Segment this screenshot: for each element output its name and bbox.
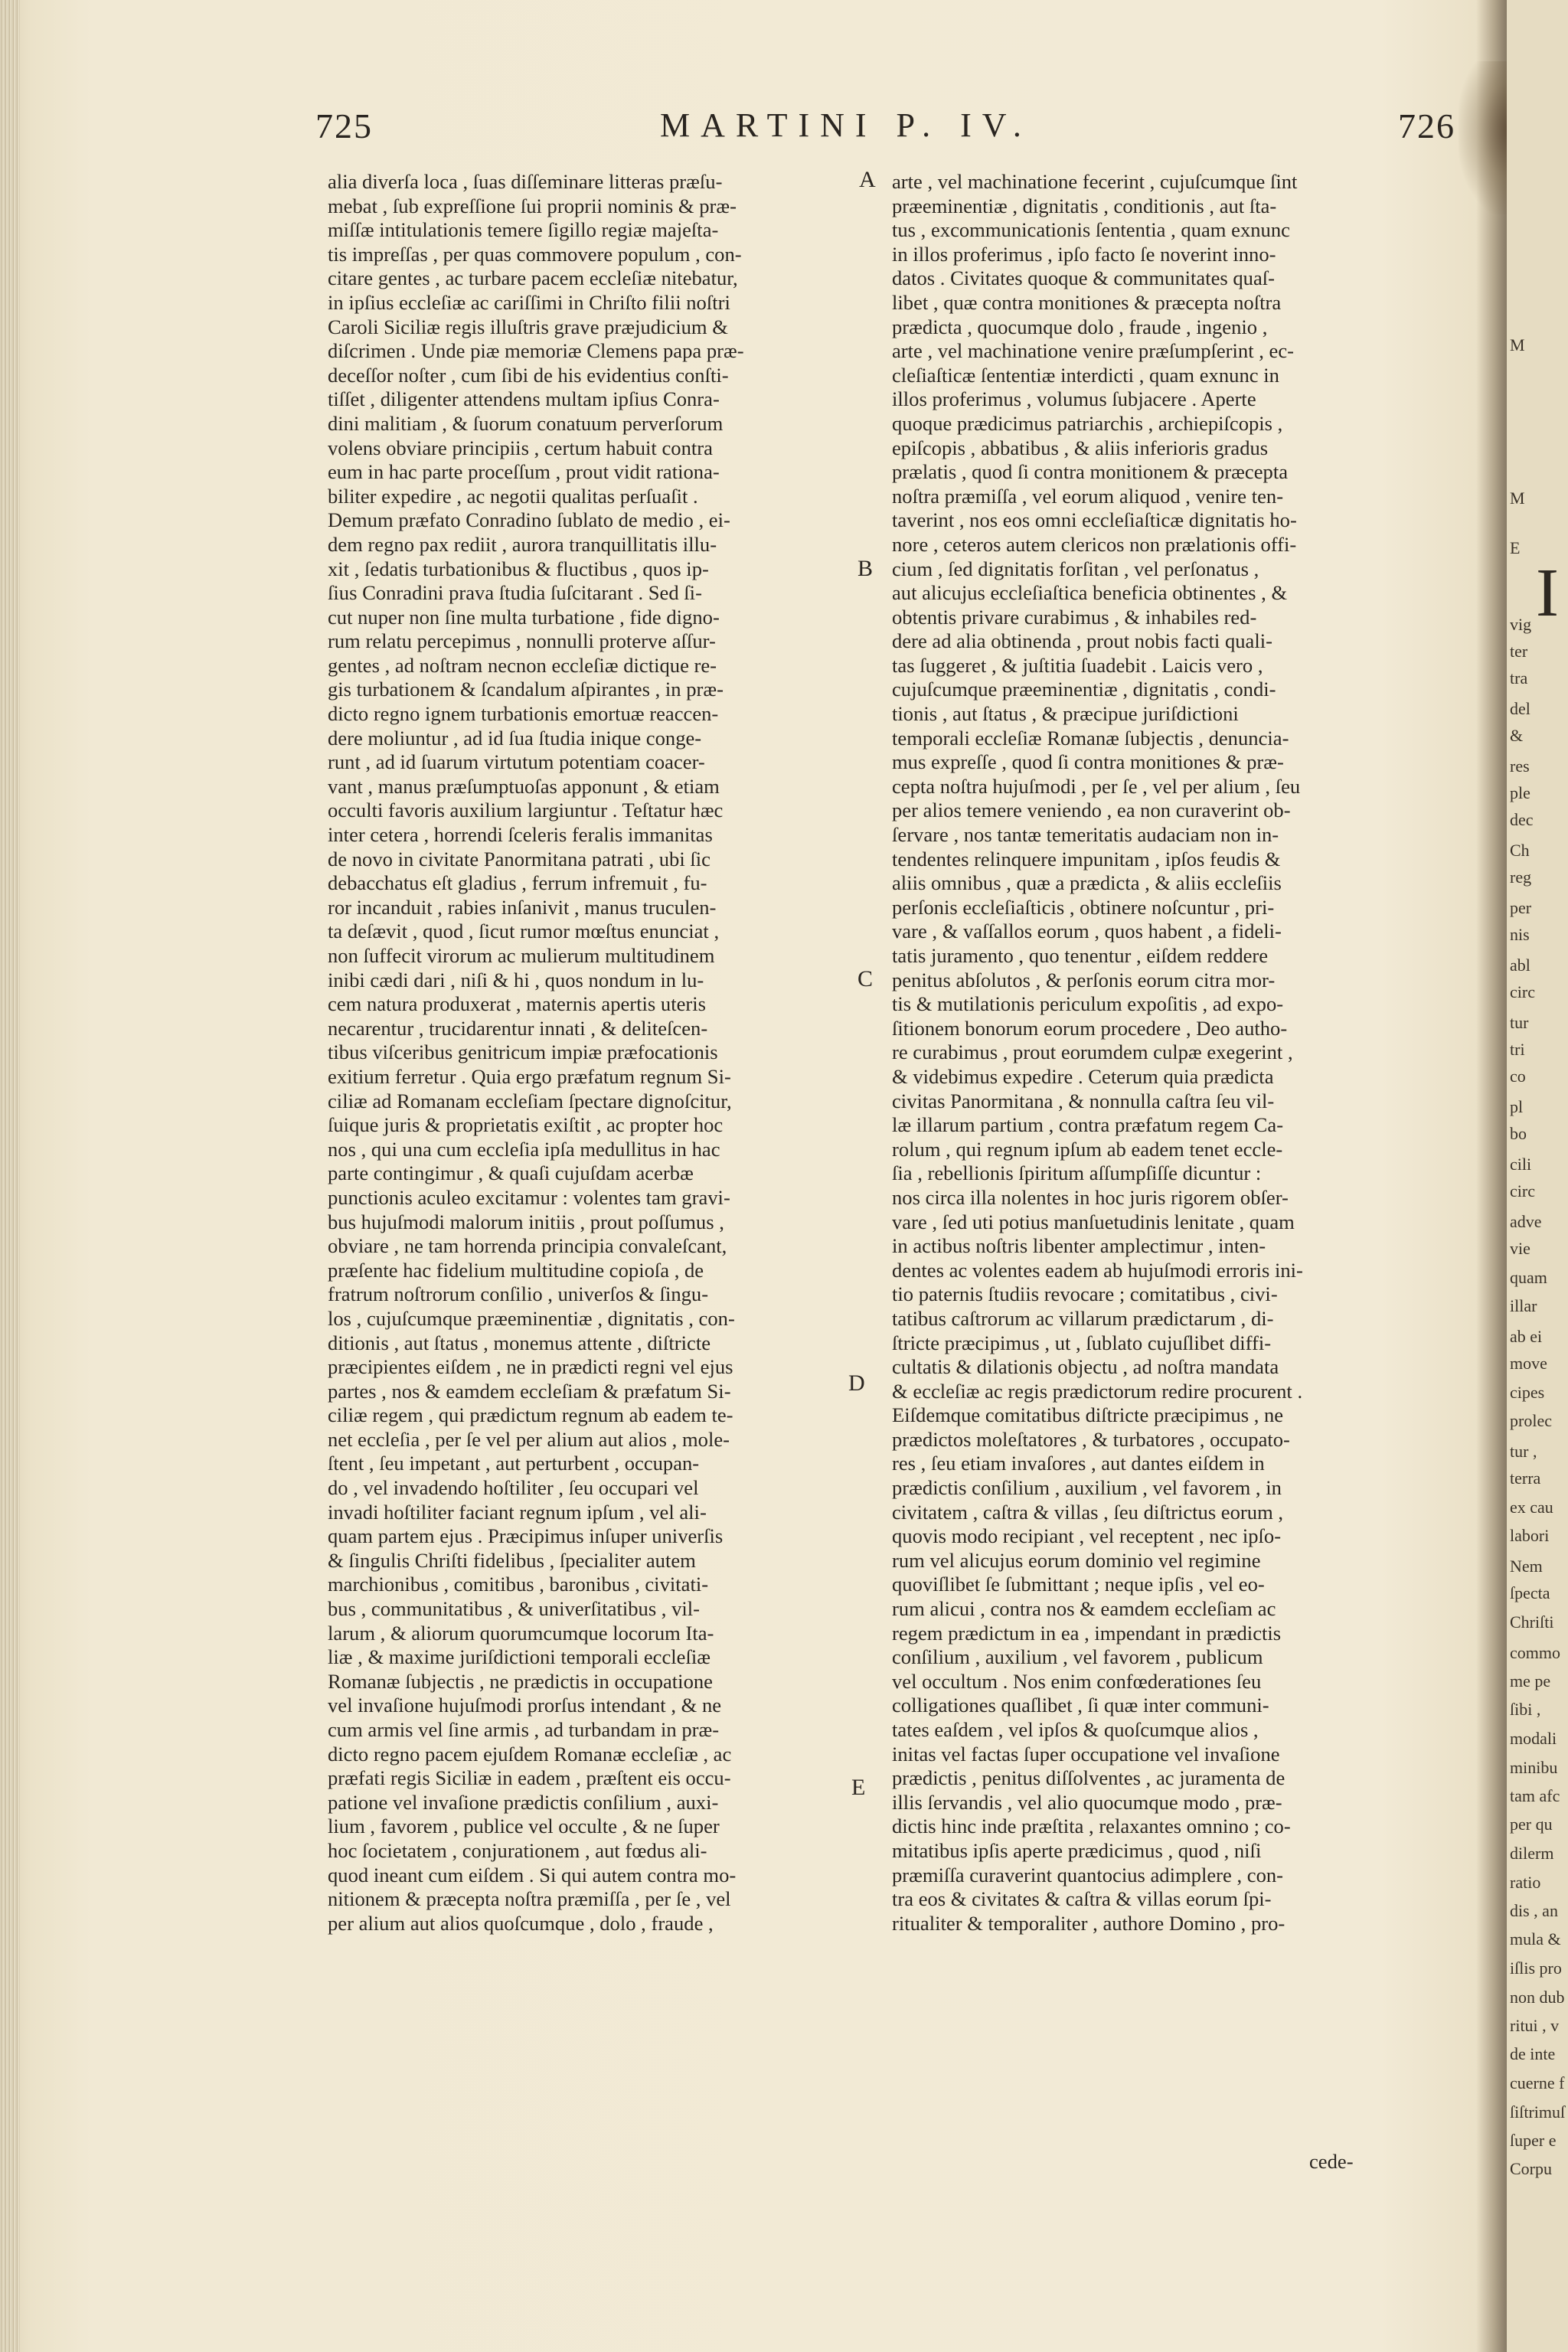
adjacent-page-fragment: dec <box>1510 810 1534 829</box>
left-column-line: ciliæ ad Romanam eccleſiam ſpectare dignoſcitur, <box>328 1089 732 1112</box>
left-column-line: miſſæ intitulationis temere ſigillo regiæ majeſta- <box>328 218 719 242</box>
right-column-line: epiſcopis , abbatibus , & aliis inferioris gradus <box>892 436 1269 459</box>
right-column-line: & videbimus expedire . Ceterum quia prædicta <box>892 1064 1274 1088</box>
page-number-left: 725 <box>315 106 373 145</box>
right-column-line: quovis modo recipiant , vel receptent , nec ipſo- <box>892 1524 1282 1548</box>
right-column-line: prædictis , penitus diſſolventes , ac juramenta de <box>892 1766 1285 1790</box>
adjacent-page-fragment: per <box>1510 898 1532 917</box>
section-marker-d: D <box>848 1370 865 1396</box>
adjacent-page-fragment: E <box>1510 538 1521 557</box>
left-column-line: deceſſor noſter , cum ſibi de his evidentius conſti- <box>328 363 729 387</box>
right-column-line: datos . Civitates quoque & communitates quaſ- <box>892 266 1276 290</box>
section-marker-c: C <box>858 966 874 991</box>
adjacent-page-fragment: me pe <box>1510 1671 1551 1690</box>
right-column-line: noſtra præmiſſa , vel eorum aliquod , venire ten- <box>892 484 1284 508</box>
left-column-line: alia diverſa loca , ſuas diſſeminare litteras præſu- <box>328 170 723 193</box>
adjacent-page-fragment: ratio <box>1510 1873 1541 1892</box>
adjacent-page-fragment: co <box>1510 1067 1526 1086</box>
adjacent-page-fragment: circ <box>1510 1181 1535 1200</box>
right-column-line: vare , ſed uti potius manſuetudinis lenitate , quam <box>892 1210 1295 1233</box>
adjacent-page-fragment: dis , an <box>1510 1901 1558 1920</box>
right-column-line: prælatis , quod ſi contra monitionem & præcepta <box>892 460 1289 484</box>
page-edge-stack <box>0 0 20 2352</box>
left-column-line: præfati regis Siciliæ in eadem , præſtent eis occu- <box>328 1766 731 1790</box>
right-column-line: illos proferimus , volumus ſubjacere . Aperte <box>892 387 1256 411</box>
left-column-line: biliter expedire , ac negotii qualitas perſuaſit . <box>328 484 698 508</box>
left-column-line: occulti favoris auxilium largiuntur . Teſtatur hæc <box>328 799 724 822</box>
right-column-line: ſitionem bonorum eorum procedere , Deo autho- <box>892 1016 1288 1040</box>
section-marker-e: E <box>851 1775 866 1800</box>
right-text-column <box>892 170 1428 1936</box>
adjacent-page-fragment: move <box>1510 1354 1547 1373</box>
left-column-line: exitium ferretur . Quia ergo præfatum regnum Si- <box>328 1064 731 1088</box>
running-title: MARTINI P. IV. <box>660 106 1032 144</box>
adjacent-page-fragment: Ch <box>1510 841 1530 860</box>
left-column-line: runt , ad id ſuarum virtutum potentiam coacer- <box>328 750 705 774</box>
right-column-line: tatibus caſtrorum ac villarum prædictarum , di- <box>892 1306 1274 1330</box>
adjacent-page-edge <box>1507 0 1568 2352</box>
left-column-line: gentes , ad noſtram necnon eccleſiæ dictique re- <box>328 653 717 677</box>
adjacent-page-fragment: tra <box>1510 668 1528 688</box>
left-column-line: inibi cædi dari , niſi & hi , quos nondum in lu- <box>328 968 704 991</box>
left-column-line: ror incanduit , rabies inſanivit , manus truculen- <box>328 895 717 919</box>
adjacent-page-fragment: per qu <box>1510 1815 1553 1834</box>
left-column-line: larum , & aliorum quorumcumque locorum Ita- <box>328 1621 714 1645</box>
left-column-line: ſtent , ſeu impetant , aut perturbent , occupan- <box>328 1452 700 1475</box>
left-column-line: & ſingulis Chriſti fidelibus , ſpecialiter autem <box>328 1548 696 1572</box>
right-column-line: ritualiter & temporaliter , authore Domino , pro- <box>892 1911 1285 1935</box>
binding-gutter-shadow <box>1476 0 1507 2352</box>
adjacent-page-fragment: pl <box>1510 1097 1524 1116</box>
right-column-line: temporali eccleſiæ Romanæ ſubjectis , denuncia- <box>892 726 1289 750</box>
adjacent-page-fragment: ter <box>1510 642 1528 661</box>
right-column-line: tates eaſdem , vel ipſos & quoſcumque alios , <box>892 1718 1259 1741</box>
right-column-line: civitatem , caſtra & villas , ſeu diſtrictus eorum , <box>892 1500 1284 1524</box>
adjacent-page-fragment: Corpu <box>1510 2159 1552 2178</box>
adjacent-page-fragment: M <box>1510 488 1525 508</box>
right-column-line: regem prædictum in ea , impendant in prædictis <box>892 1621 1282 1645</box>
adjacent-page-fragment: minibu <box>1510 1758 1558 1777</box>
adjacent-page-fragment: vig <box>1510 615 1532 634</box>
right-column-line: mitatibus ipſis aperte prædicimus , quod , niſi <box>892 1838 1262 1862</box>
left-column-line: gis turbationem & ſcandalum aſpirantes , in præ- <box>328 678 724 701</box>
adjacent-page-fragment: ritui , v <box>1510 2016 1560 2035</box>
right-column-line: penitus abſolutos , & perſonis eorum citra mor- <box>892 968 1276 991</box>
left-column-line: rum relatu percepimus , nonnulli proterve aſſur- <box>328 629 716 653</box>
right-column-line: tra eos & civitates & caſtra & villas eorum ſpi- <box>892 1887 1272 1911</box>
adjacent-page-fragment: res <box>1510 756 1530 776</box>
adjacent-page-fragment: illar <box>1510 1296 1537 1315</box>
left-column-line: ſius Conradini prava ſtudia ſuſcitarant . Sed ſi- <box>328 581 702 605</box>
left-column-line: eum in hac parte proceſſum , prout vidit rationa- <box>328 460 720 484</box>
right-column-line: rum alicui , contra nos & eamdem eccleſiam ac <box>892 1597 1276 1621</box>
left-column-line: volens obviare principiis , certum habuit contra <box>328 436 713 459</box>
right-column-line: quoque prædicimus patriarchis , archiepiſcopis , <box>892 411 1283 435</box>
section-marker-a: A <box>859 167 876 192</box>
right-column-line: perſonis eccleſiaſticis , obtinere noſcuntur , pri- <box>892 895 1275 919</box>
right-column-line: prædictis conſilium , auxilium , vel favorem , in <box>892 1476 1282 1500</box>
left-column-line: quam partem ejus . Præcipimus inſuper univerſis <box>328 1524 724 1548</box>
left-column-line: net eccleſia , per ſe vel per alium aut alios , mole- <box>328 1427 730 1451</box>
right-column-line: rolum , qui regnum ipſum ab eadem tenet eccle- <box>892 1137 1283 1161</box>
left-column-line: inter cetera , horrendi ſceleris feralis immanitas <box>328 823 713 847</box>
adjacent-page-fragment: non dub <box>1510 1988 1565 2007</box>
right-column-line: vel occultum . Nos enim confœderationes ſeu <box>892 1669 1262 1693</box>
adjacent-page-fragment: ſpecta <box>1510 1583 1550 1602</box>
left-column-line: ſuique juris & proprietatis exiſtit , ac propter hoc <box>328 1113 724 1137</box>
left-column-line: ta deſævit , quod , ſicut rumor mœſtus enunciat , <box>328 920 720 943</box>
right-column-line: nore , ceteros autem clericos non prælationis offi- <box>892 532 1297 556</box>
left-column-line: nos , qui una cum eccleſia ipſa medullitus in hac <box>328 1137 720 1161</box>
adjacent-page-fragment: reg <box>1510 867 1532 887</box>
left-column-line: bus , communitatibus , & univerſitatibus , vil- <box>328 1597 701 1621</box>
right-column-line: obtentis privare curabimus , & inhabiles red- <box>892 605 1257 629</box>
adjacent-page-fragment: quam <box>1510 1268 1547 1287</box>
right-column-line: tus , excommunicationis ſententia , quam exnunc <box>892 218 1290 242</box>
adjacent-page-fragment: nis <box>1510 925 1530 944</box>
right-column-line: in illos proferimus , ipſo facto ſe noverint inno- <box>892 242 1276 266</box>
right-column-line: Eiſdemque comitatibus diſtricte præcipimus , ne <box>892 1403 1284 1427</box>
adjacent-page-fragment: ſiſtrimuſ <box>1510 2102 1566 2122</box>
left-column-line: dini malitiam , & ſuorum conatuum perverſorum <box>328 411 724 435</box>
right-column-line: & eccleſiæ ac regis prædictorum redire procurent . <box>892 1379 1303 1403</box>
adjacent-page-fragment: terra <box>1510 1468 1541 1488</box>
right-column-line: cepta noſtra hujuſmodi , per ſe , vel per alium , ſeu <box>892 774 1301 798</box>
left-column-line: dicto regno pacem ejuſdem Romanæ eccleſiæ , ac <box>328 1742 732 1766</box>
left-column-line: dere moliuntur , ad id ſua ſtudia inique conge- <box>328 726 702 750</box>
adjacent-page-fragment: & <box>1510 726 1524 745</box>
right-column-line: præmiſſa curaverint quantocius adimplere , con- <box>892 1863 1284 1886</box>
right-column-line: ſtricte præcipimus , ut , ſublato cujuſlibet diffi- <box>892 1331 1272 1354</box>
right-column-line: taverint , nos eos omni eccleſiaſticæ dignitatis ho- <box>892 508 1297 532</box>
right-column-line: res , ſeu etiam invaſores , aut dantes eiſdem in <box>892 1452 1265 1475</box>
left-column-line: xit , ſedatis turbationibus & fluctibus , quos ip- <box>328 557 709 580</box>
right-column-line: cujuſcumque præeminentiæ , dignitatis , condi- <box>892 678 1276 701</box>
adjacent-page-fragment: M <box>1510 335 1525 354</box>
left-column-line: tiſſet , diligenter attendens multam ipſius Conra- <box>328 387 720 411</box>
right-column-line: per alios temere veniendo , ea non curaverint ob- <box>892 799 1291 822</box>
right-column-line: tendentes relinquere impunitam , ipſos feudis & <box>892 847 1281 871</box>
left-column-line: præſente hac fidelium multitudine copioſa , de <box>328 1258 704 1282</box>
left-column-line: punctionis aculeo excitamur : volentes tam gravi- <box>328 1185 730 1209</box>
left-column-line: ciliæ regem , qui prædictum regnum ab eadem te- <box>328 1403 733 1427</box>
left-column-line: dem regno pax rediit , aurora tranquillitatis illu- <box>328 532 717 556</box>
right-column-line: tis & mutilationis periculum expoſitis , ad expo- <box>892 992 1284 1016</box>
right-column-line: dictis hinc inde præſtita , relaxantes omnino ; co- <box>892 1815 1291 1838</box>
adjacent-page-fragment: ſuper e <box>1510 2131 1557 2150</box>
right-column-line: ſia , rebellionis ſpiritum aſſumpſiſſe dicuntur : <box>892 1161 1262 1185</box>
left-column-line: per alium aut alios quoſcumque , dolo , fraude , <box>328 1911 714 1935</box>
adjacent-page-fragment: Nem <box>1510 1557 1543 1576</box>
left-column-line: debacchatus eſt gladius , ferrum infremuit , fu- <box>328 871 707 895</box>
adjacent-page-fragment: iſlis pro <box>1510 1958 1562 1978</box>
adjacent-page-fragment: prolec <box>1510 1411 1552 1430</box>
right-column-line: nos circa illa nolentes in hoc juris rigorem obſer- <box>892 1185 1289 1209</box>
right-column-line: mus expreſſe , quod ſi contra monitiones & præ- <box>892 750 1284 774</box>
right-column-line: præeminentiæ , dignitatis , conditionis , aut ſta- <box>892 194 1277 217</box>
left-column-line: vel invaſione hujuſmodi prorſus intendant , & ne <box>328 1694 722 1717</box>
left-column-line: de novo in civitate Panormitana patrati , ubi ſic <box>328 847 710 871</box>
right-column-line: initas vel factas ſuper occupatione vel invaſione <box>892 1742 1280 1766</box>
right-column-line: tatis juramento , quo tenentur , eiſdem reddere <box>892 944 1269 967</box>
right-column-line: tas ſuggeret , & juſtitia ſuadebit . Laicis vero , <box>892 653 1263 677</box>
left-column-line: necarentur , trucidarentur innati , & deliteſcen- <box>328 1016 708 1040</box>
adjacent-page-fragment: adve <box>1510 1212 1542 1231</box>
adjacent-page-fragment: circ <box>1510 982 1535 1001</box>
section-marker-b: B <box>858 556 874 581</box>
adjacent-page-fragment: commo <box>1510 1643 1560 1662</box>
right-column-line: re curabimus , prout eorumdem culpæ exegerint , <box>892 1040 1293 1064</box>
left-column-line: fratrum noſtrorum conſilio , univerſos & ſingu- <box>328 1282 709 1306</box>
adjacent-page-fragment: modali <box>1510 1729 1557 1748</box>
right-column-line: rum vel alicujus eorum dominio vel regimine <box>892 1548 1261 1572</box>
adjacent-page-fragment: labori <box>1510 1526 1550 1545</box>
right-column-line: læ illarum partium , contra præfatum regem Ca- <box>892 1113 1284 1137</box>
adjacent-page-fragment: dilerm <box>1510 1844 1554 1863</box>
right-column-line: tio paternis ſtudiis revocare ; comitatibus , civi- <box>892 1282 1278 1306</box>
adjacent-page-fragment: ex cau <box>1510 1498 1553 1517</box>
right-column-line: conſilium , auxilium , vel favorem , publicum <box>892 1645 1263 1669</box>
adjacent-page-fragment: bo <box>1510 1124 1527 1143</box>
left-column-line: nitionem & præcepta noſtra præmiſſa , per ſe , vel <box>328 1887 731 1911</box>
left-column-line: los , cujuſcumque præeminentiæ , dignitatis , con- <box>328 1306 735 1330</box>
adjacent-page-fragment: mula & <box>1510 1929 1561 1949</box>
left-column-line: vant , manus præſumptuoſas apponunt , & etiam <box>328 774 720 798</box>
right-column-line: illis ſervandis , vel alio quocumque modo , præ- <box>892 1790 1282 1814</box>
right-column-line: prædictos moleſtatores , & turbatores , occupato- <box>892 1427 1290 1451</box>
right-column-line: prædicta , quocumque dolo , fraude , ingenio , <box>892 315 1268 338</box>
left-column-line: tis impreſſas , per quas commovere populum , con- <box>328 242 742 266</box>
left-column-line: invadi hoſtiliter faciant regnum ipſum , vel ali- <box>328 1500 707 1524</box>
right-column-line: arte , vel machinatione fecerint , cujuſcumque ſint <box>892 170 1298 193</box>
adjacent-page-fragment: de inte <box>1510 2044 1556 2063</box>
right-column-line: cultatis & dilationis objectu , ad noſtra mandata <box>892 1355 1279 1379</box>
adjacent-page-fragment: ab ei <box>1510 1327 1543 1346</box>
adjacent-page-fragment: cili <box>1510 1155 1532 1174</box>
adjacent-page-fragment: cuerne f <box>1510 2073 1565 2092</box>
left-column-line: citare gentes , ac turbare pacem eccleſiæ nitebatur, <box>328 266 738 290</box>
right-column-line: cium , ſed dignitatis forſitan , vel perſonatus , <box>892 557 1259 580</box>
right-column-line: in actibus noſtris libenter amplectimur , inten- <box>892 1234 1266 1258</box>
right-column-line: cleſiaſticæ ſententiæ interdicti , quam exnunc in <box>892 363 1279 387</box>
adjacent-page-fragment: tam afc <box>1510 1786 1560 1805</box>
left-column-line: obviare , ne tam horrenda principia convaleſcant, <box>328 1234 727 1258</box>
right-column-line: libet , quæ contra monitiones & præcepta noſtra <box>892 290 1282 314</box>
adjacent-page-fragment: ple <box>1510 783 1530 802</box>
adjacent-page-fragment: tur , <box>1510 1442 1537 1461</box>
left-column-line: ditionis , aut ſtatus , monemus attente , diſtricte <box>328 1331 711 1354</box>
right-column-line: ſervare , nos tantæ temeritatis audaciam non in- <box>892 823 1279 847</box>
left-column-line: Demum præfato Conradino ſublato de medio , ei- <box>328 508 730 532</box>
adjacent-page-fragment: cipes <box>1510 1383 1545 1402</box>
right-column-line: tionis , aut ſtatus , & præcipue juriſdictioni <box>892 702 1239 726</box>
adjacent-page-fragment: Chriſti <box>1510 1612 1554 1632</box>
left-column-line: dicto regno ignem turbationis emortuæ reaccen- <box>328 702 719 726</box>
right-column-line: dentes ac volentes eadem ab hujuſmodi erroris ini- <box>892 1258 1303 1282</box>
left-column-line: liæ , & maxime juriſdictioni temporali eccleſiæ <box>328 1645 710 1669</box>
right-column-line: vare , & vaſſallos eorum , quos habent , a fideli- <box>892 920 1282 943</box>
page-number-right: 726 <box>1398 106 1455 145</box>
left-column-line: Caroli Siciliæ regis illuſtris grave præjudicium & <box>328 315 728 338</box>
left-column-line: patione vel invaſione prædictis conſilium , auxi- <box>328 1790 719 1814</box>
left-column-line: cum armis vel ſine armis , ad turbandam in præ- <box>328 1718 720 1741</box>
right-column-line: quoviſlibet ſe ſubmittant ; neque ipſis , vel eo- <box>892 1573 1265 1596</box>
left-column-line: cut nuper non ſine multa turbatione , fide digno- <box>328 605 720 629</box>
left-column-line: præcipientes eiſdem , ne in prædicti regni vel ejus <box>328 1355 733 1379</box>
adjacent-page-fragment: tri <box>1510 1040 1525 1059</box>
left-column-line: hoc ſocietatem , conjurationem , aut fœdus ali- <box>328 1838 707 1862</box>
left-column-line: non ſuffecit virorum ac mulierum multitudinem <box>328 944 715 967</box>
catchword: cede- <box>1309 2150 1354 2173</box>
right-column-line: aut alicujus eccleſiaſtica beneficia obtinentes , & <box>892 581 1288 605</box>
adjacent-page-fragment: ſibi , <box>1510 1700 1541 1719</box>
right-column-line: colligationes quaſlibet , ſi quæ inter communi- <box>892 1694 1269 1717</box>
adjacent-page-fragment: tur <box>1510 1013 1529 1032</box>
left-column-line: bus hujuſmodi malorum initiis , prout poſſumus , <box>328 1210 724 1233</box>
adjacent-page-initial: I <box>1536 555 1559 631</box>
left-column-line: diſcrimen . Unde piæ memoriæ Clemens papa præ- <box>328 339 744 363</box>
right-column-line: dere ad alia obtinenda , prout nobis facti quali- <box>892 629 1272 653</box>
left-column-line: mebat , ſub expreſſione ſui proprii nominis & præ- <box>328 194 737 217</box>
adjacent-page-fragment: del <box>1510 699 1530 718</box>
adjacent-page-fragment: abl <box>1510 956 1530 975</box>
adjacent-page-fragment: vie <box>1510 1239 1530 1258</box>
left-text-column <box>328 170 864 1936</box>
right-column-line: civitas Panormitana , & nonnulla caſtra ſeu vil- <box>892 1089 1275 1112</box>
left-column-line: do , vel invadendo hoſtiliter , ſeu occupari vel <box>328 1476 699 1500</box>
left-column-line: cem natura produxerat , maternis apertis uteris <box>328 992 707 1016</box>
left-column-line: quod ineant cum eiſdem . Si qui autem contra mo- <box>328 1863 737 1886</box>
left-column-line: in ipſius eccleſiæ ac cariſſimi in Chriſto filii noſtri <box>328 290 730 314</box>
left-column-line: marchionibus , comitibus , baronibus , civitati- <box>328 1573 709 1596</box>
right-column-line: aliis omnibus , quæ a prædicta , & aliis eccleſiis <box>892 871 1282 895</box>
left-column-line: lium , favorem , publice vel occulte , & ne ſuper <box>328 1815 720 1838</box>
left-column-line: Romanæ ſubjectis , ne prædictis in occupatione <box>328 1669 713 1693</box>
right-column-line: arte , vel machinatione venire præſumpſerint , ec- <box>892 339 1295 363</box>
left-column-line: tibus viſceribus genitricum impiæ præfocationis <box>328 1040 718 1064</box>
left-column-line: partes , nos & eamdem eccleſiam & præfatum Si- <box>328 1379 731 1403</box>
left-column-line: parte contingimur , & quaſi cujuſdam acerbæ <box>328 1161 694 1185</box>
